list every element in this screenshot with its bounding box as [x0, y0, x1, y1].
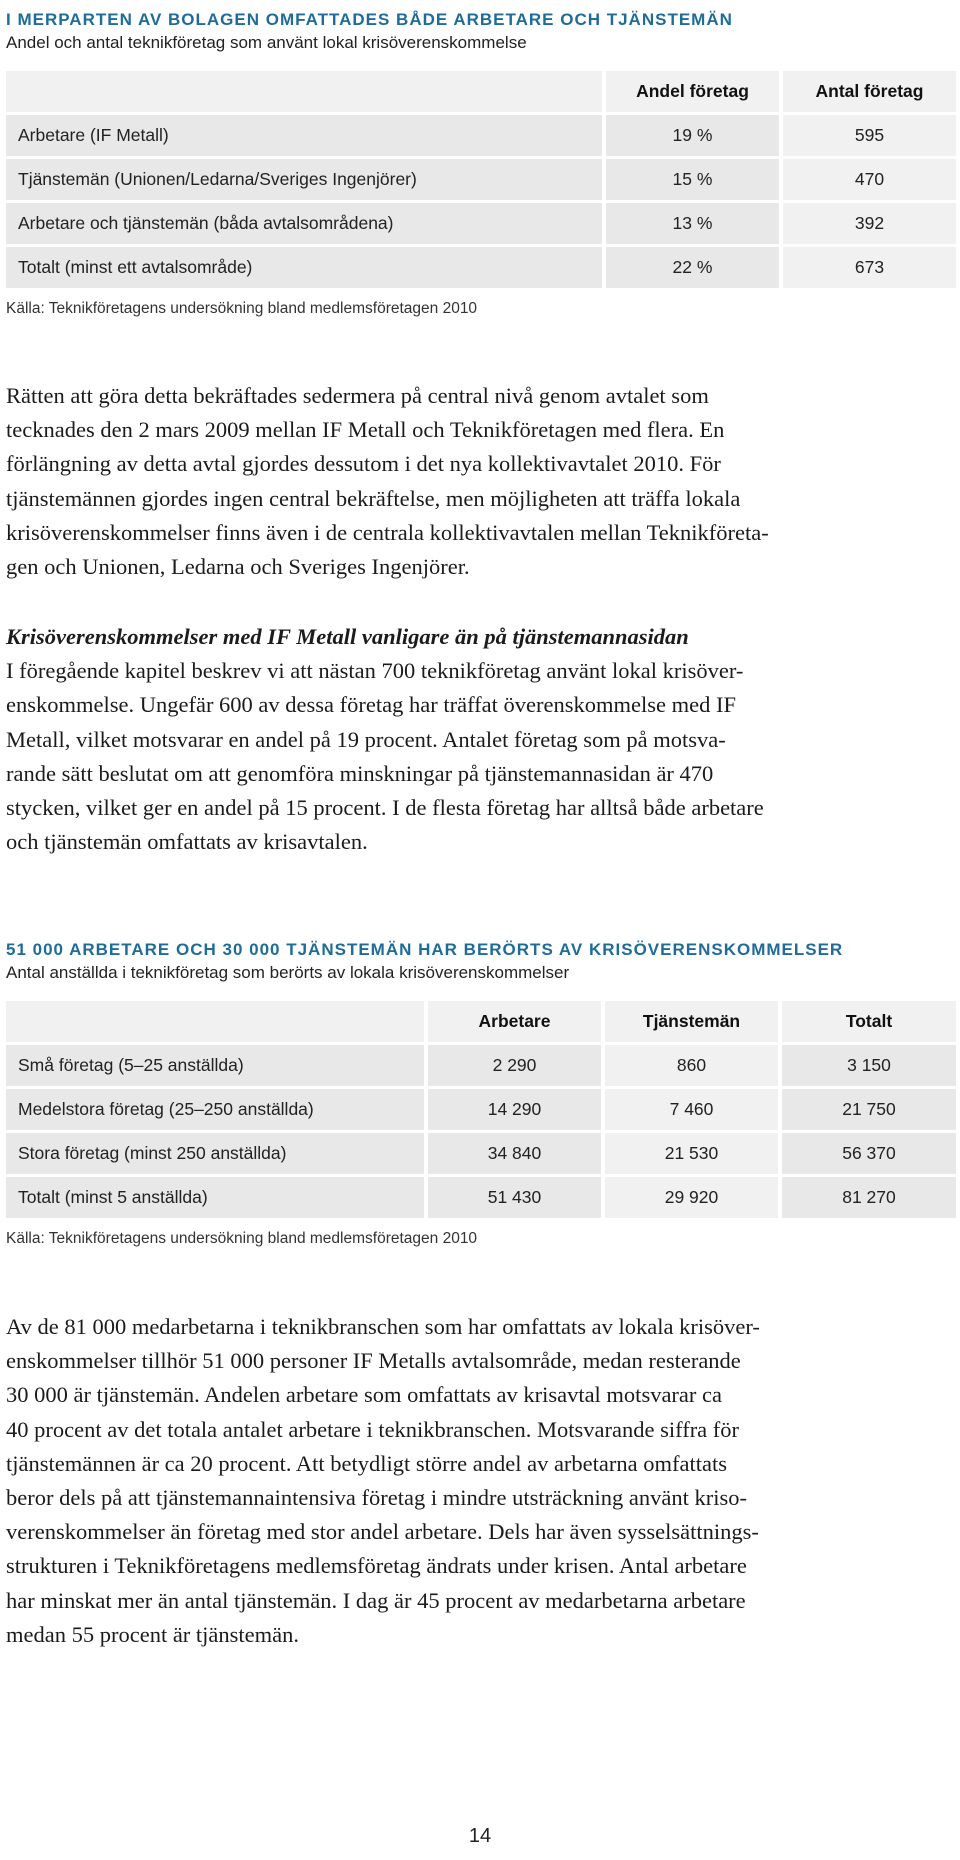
- row-label: Totalt (minst 5 anställda): [6, 1177, 424, 1218]
- text-line: och tjänstemän omfattats av krisavtalen.: [6, 829, 368, 855]
- row-count: 673: [779, 247, 956, 288]
- body-paragraph-3: [6, 1310, 952, 1652]
- text-line: Metall, vilket motsvarar en andel på 19 procent. Antalet företag som på motsva-: [6, 726, 726, 752]
- row-label: Medelstora företag (25–250 anställda): [6, 1089, 424, 1130]
- row-label: Tjänstemän (Unionen/Ledarna/Sveriges Ingenjörer): [6, 159, 602, 200]
- row-share: 15 %: [602, 159, 779, 200]
- text-line: beror dels på att tjänstemannaintensiva företag i mindre utsträckning använt kriso-: [6, 1485, 748, 1511]
- text-line: enskommelser tillhör 51 000 personer IF Metalls avtalsområde, medan resterande: [6, 1348, 741, 1374]
- table-header-count: Antal företag: [779, 71, 956, 112]
- share-of-companies-table: [6, 68, 956, 291]
- text-line: tjänstemännen gjordes ingen central bekräftelse, men möjligheten att träffa lokala: [6, 485, 741, 511]
- table-header-workers: Arbetare: [424, 1001, 601, 1042]
- text-line: Rätten att göra detta bekräftades sedermera på central nivå genom avtalet som: [6, 383, 709, 408]
- table-row: [6, 1177, 956, 1218]
- row-workers: 51 430: [424, 1177, 601, 1218]
- table-row: [6, 115, 956, 156]
- text-line: I föregående kapitel beskrev vi att nästan 700 teknikföretag använt lokal krisöver-: [6, 658, 744, 684]
- text-line: 40 procent av det totala antalet arbetare i teknikbranschen. Motsvarande siffra för: [6, 1416, 740, 1442]
- text-line: har minskat mer än antal tjänstemän. I dag är 45 procent av medarbetarna arbetare: [6, 1587, 746, 1613]
- row-label: Arbetare och tjänstemän (båda avtalsområdena): [6, 203, 602, 244]
- text-line: gen och Unionen, Ledarna och Sveriges Ingenjörer.: [6, 554, 470, 580]
- table1-title: I MERPARTEN AV BOLAGEN OMFATTADES BÅDE ARBETARE OCH TJÄNSTEMÄN: [6, 10, 733, 29]
- table-row: [6, 1045, 956, 1086]
- row-salaried: 21 530: [601, 1133, 778, 1174]
- table-header-blank: [6, 1001, 424, 1042]
- row-salaried: 860: [601, 1045, 778, 1086]
- row-total: 81 270: [778, 1177, 956, 1218]
- table2-title: 51 000 ARBETARE OCH 30 000 TJÄNSTEMÄN HAR BERÖRTS AV KRISÖVERENSKOMMELSER: [6, 940, 844, 959]
- table-row: [6, 159, 956, 200]
- row-label: Arbetare (IF Metall): [6, 115, 602, 156]
- row-total: 3 150: [778, 1045, 956, 1086]
- row-share: 22 %: [602, 247, 779, 288]
- row-count: 392: [779, 203, 956, 244]
- section-heading: Krisöverenskommelser med IF Metall vanligare än på tjänstemannasidan: [6, 624, 689, 649]
- row-share: 19 %: [602, 115, 779, 156]
- row-label: Små företag (5–25 anställda): [6, 1045, 424, 1086]
- table1-subtitle: Andel och antal teknikföretag som använt lokal krisöverenskommelse: [6, 33, 527, 52]
- table-row: [6, 247, 956, 288]
- table-header-salaried: Tjänstemän: [601, 1001, 778, 1042]
- row-count: 595: [779, 115, 956, 156]
- row-workers: 2 290: [424, 1045, 601, 1086]
- text-line: verenskommelser än företag med stor andel arbetare. Dels har även sysselsättnings-: [6, 1519, 759, 1545]
- table-row: [6, 1133, 956, 1174]
- row-total: 21 750: [778, 1089, 956, 1130]
- table-row: [6, 1089, 956, 1130]
- text-line: tjänstemännen är ca 20 procent. Att betydligt större andel av arbetarna omfattats: [6, 1450, 727, 1476]
- table2-source: Källa: Teknikföretagens undersökning bland medlemsföretagen 2010: [6, 1230, 478, 1247]
- text-line: krisöverenskommelser finns även i de centrala kollektivavtalen mellan Teknikföreta-: [6, 519, 769, 545]
- text-line: Av de 81 000 medarbetarna i teknikbranschen som har omfattats av lokala krisöver-: [6, 1314, 760, 1339]
- employees-affected-table: [6, 998, 956, 1221]
- row-total: 56 370: [778, 1133, 956, 1174]
- table-header-blank: [6, 71, 602, 112]
- body-paragraph-2: [6, 620, 952, 859]
- text-line: 30 000 är tjänstemän. Andelen arbetare som omfattats av krisavtal motsvarar ca: [6, 1382, 723, 1408]
- text-line: förlängning av detta avtal gjordes dessutom i det nya kollektivavtalet 2010. För: [6, 451, 721, 477]
- row-share: 13 %: [602, 203, 779, 244]
- row-salaried: 7 460: [601, 1089, 778, 1130]
- table1-source: Källa: Teknikföretagens undersökning bland medlemsföretagen 2010: [6, 300, 478, 317]
- row-label: Stora företag (minst 250 anställda): [6, 1133, 424, 1174]
- table2-subtitle: Antal anställda i teknikföretag som berörts av lokala krisöverenskommelser: [6, 963, 570, 982]
- row-count: 470: [779, 159, 956, 200]
- text-line: tecknades den 2 mars 2009 mellan IF Metall och Teknikföretagen med flera. En: [6, 417, 725, 443]
- body-paragraph-1: [6, 379, 952, 584]
- table-row: [6, 203, 956, 244]
- text-line: enskommelse. Ungefär 600 av dessa företag har träffat överenskommelse med IF: [6, 692, 736, 718]
- table-header-share: Andel företag: [602, 71, 779, 112]
- row-label: Totalt (minst ett avtalsområde): [6, 247, 602, 288]
- row-workers: 34 840: [424, 1133, 601, 1174]
- page-number: 14: [468, 1825, 492, 1847]
- text-line: strukturen i Teknikföretagens medlemsföretag ändrats under krisen. Antal arbetare: [6, 1553, 747, 1579]
- row-salaried: 29 920: [601, 1177, 778, 1218]
- row-workers: 14 290: [424, 1089, 601, 1130]
- table-header-row: [6, 71, 956, 112]
- text-line: rande sätt beslutat om att genomföra minskningar på tjänstemannasidan är 470: [6, 760, 714, 786]
- table-header-row: [6, 1001, 956, 1042]
- text-line: stycken, vilket ger en andel på 15 procent. I de flesta företag har alltså både arbetare: [6, 795, 764, 821]
- table-header-total: Totalt: [778, 1001, 956, 1042]
- text-line: medan 55 procent är tjänstemän.: [6, 1621, 300, 1647]
